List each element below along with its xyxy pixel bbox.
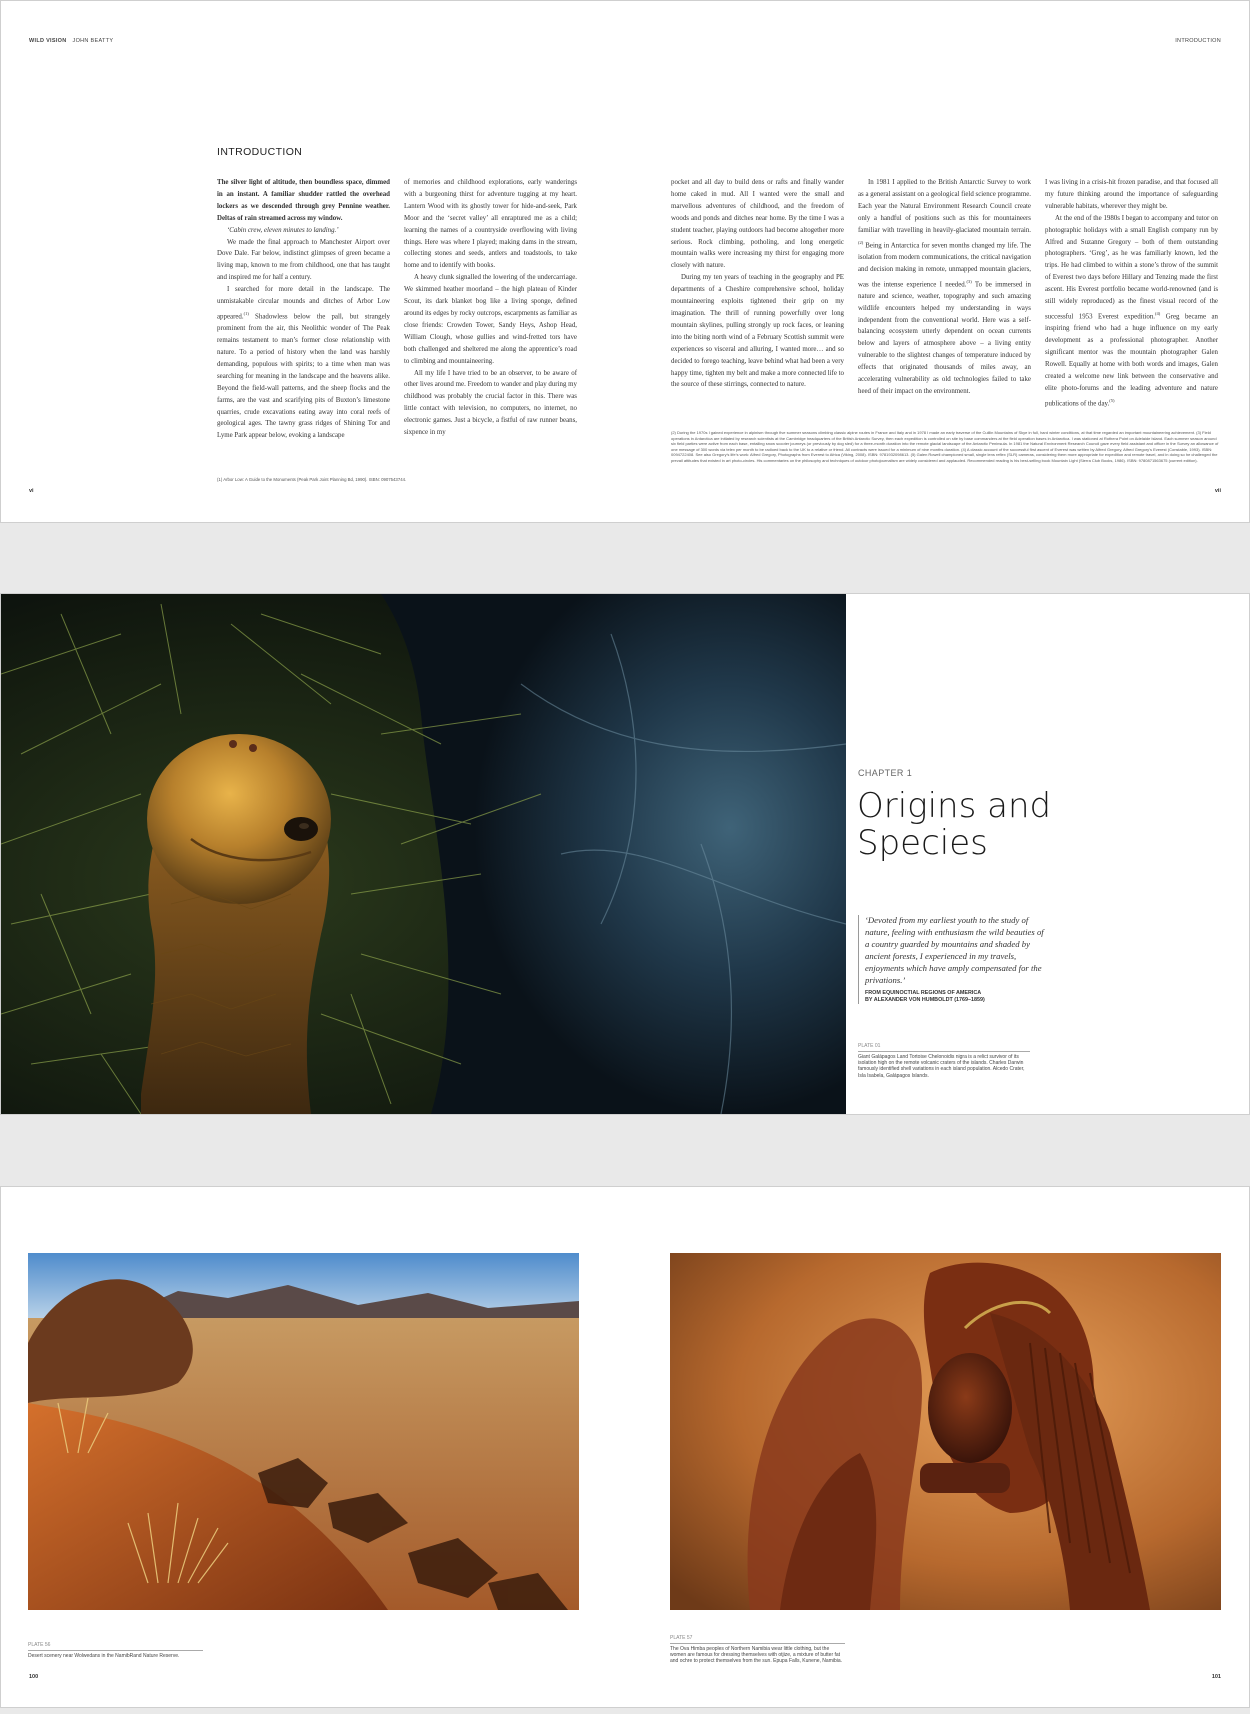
plate-label: PLATE 01 — [858, 1043, 881, 1049]
plate-caption: Desert scenery near Wolwedans in the NamibRand Nature Reserve. — [28, 1653, 180, 1659]
caption-rule — [858, 1051, 1030, 1052]
plate-right-caption-block — [670, 1635, 845, 1665]
intro-spread — [0, 0, 1250, 523]
plate-caption: Giant Galápagos Land Tortoise Chelonoidis nigra is a relict survivor of its isolation high on the remote volcanic craters of the islands. Charles Darwin famously identified shell variations in each island population. Alcedo Crater, Isla Isabela, Galápagos Islands. — [858, 1054, 1025, 1079]
footnote-ref[interactable]: (5) — [1109, 397, 1115, 403]
text-column-4 — [858, 177, 1031, 398]
running-head-left — [29, 38, 113, 44]
footnote-ref[interactable]: (3) — [966, 278, 972, 284]
plate-left-caption-block — [28, 1642, 203, 1659]
paragraph: of memories and childhood explorations, early wanderings with a burgeoning thirst for adventure tugging at my heart. Lantern Wood with its ghostly tower for hide-and-seek, Park Moor and the ‘secret valley’ all enraptured me as a child; learning the names of a countryside overflowing with living things. Here was where I played; making dams in the stream, collecting stones and seeds, antlers and toadstools, to take home and to identify with books. — [404, 179, 577, 270]
text-column-2 — [404, 177, 577, 439]
chapter-label: CHAPTER 1 — [858, 768, 913, 778]
plate-label: PLATE 56 — [28, 1642, 51, 1648]
page-number-right: vii — [1214, 488, 1221, 494]
footnote-right: (2) During the 1970s I gained experience in alpinism through five summer seasons climbing classic alpine routes in France and Italy and in 1978 I made an early traverse of the Cuillin Mountains of Skye in full, hard winter conditions, at that time regarded an important mountaineering achievement. (3) Field operations in Antarctica are initiated by research scientists at the Cambridge headquarters of the British Antarctic Survey, then each expedition is controlled on site by base commanders at the field operation bases in Antarctica. I was stationed at Rothera Point on Adelaide Island. Each summer season around six field parties were active from each base, entailing snow scooter journeys (or previously by dog sled) for a three-month duration into the remote glacial landscape of the Antarctic Peninsula. In 1981 the Natural Environment Research Council gave every field assistant and officer in the Survey an allowance of one message of 300 words via telex per month to be radioed back to the UK to a relative or friend. All contracts were issued for a minimum of nine months duration. (4) A classic account of the successful first ascent of Everest was written by Alfred Gregory, Alfred Gregory’s Everest (Constable, 1993). ISBN: 0094722408. See also Gregory’s life’s work: Alfred Gregory, Photographs from Everest to Africa (Viking, 2008). ISBN: 9781932098613. (5) Galen Rowell championed small, single lens reflex (SLR) cameras, considering them more appropriate for expedition and remote travel, and in doing so he challenged the prevail attitudes that existed in art photo-circles. His commentaries on the philosophy and techniques of outdoor photojournalism are widely considered and applauded. Recommended reading is his best-selling book Mountain Light (Sierra Club Books, 1986). ISBN: 9780871563675 (current edition). — [671, 430, 1219, 463]
desert-image — [28, 1253, 579, 1610]
footnote-ref[interactable]: (2) — [858, 239, 864, 245]
desert-photo — [28, 1253, 579, 1610]
plate-label: PLATE 57 — [670, 1635, 693, 1641]
tortoise-image — [1, 594, 846, 1114]
text-column-5 — [1045, 177, 1218, 410]
caption-rule — [28, 1650, 203, 1651]
caption-rule — [670, 1643, 845, 1644]
running-head-right: INTRODUCTION — [1175, 38, 1221, 44]
page-title: INTRODUCTION — [217, 146, 303, 158]
chapter-spread — [0, 593, 1250, 1115]
paragraph: All my life I have tried to be an observer, to be aware of other lives around me. Freedom to wander and play during my childhood was probably the crucial factor in this. There was little contact with television, no computers, no internet, no electronic games. Just a bicycle, a fistful of raw runner beans, sixpence in my — [404, 369, 577, 437]
footnote-left: (1) Arbor Low: A Guide to the Monuments (Peak Park Joint Planning Bd, 1990). ISBN: 0907543744. — [217, 477, 407, 482]
footnote-ref[interactable]: (1) — [243, 310, 249, 316]
paragraph: I was living in a crisis-hit frozen paradise, and that focused all my future thinking around the importance of safeguarding vulnerable habitats, wherever they might be. — [1045, 179, 1218, 210]
paragraph: pocket and all day to build dens or rafts and finally wander home caked in mud. All I wanted were the small and marvellous adventures of childhood, and the freedom of woods and ponds and ditches near home. By the time I was a student teacher, playing outdoors had become altogether more serious. Rock climbing, potholing, and long energetic mountain walks were increasing my thirst for engaging more closely with nature. — [671, 179, 844, 270]
tortoise-photo — [1, 594, 846, 1114]
epigraph — [858, 915, 1045, 1004]
plate-caption: The Ova Himba peoples of Northern Namibia wear little clothing, but the women are famous for dressing themselves with otjize, a mixture of butter fat and ochre to protect themselves from the sun. Epupa Falls, Kunene, Namibia. — [670, 1646, 843, 1665]
paragraph: I searched for more detail in the landscape. The unmistakable circular mounds and ditches of Arbor Low appeared.$^{(1)}$ Shadowless below the pall, but strangely prominent from the air, this Neolithic wonder of The Peak remains testament to man’s former close relationship with nature. To a period of history when the land was harshly demanding, populous with spirits; to a time when man was searching for meaning in the landscape and the heavens alike. Beyond the field-wall patterns, and the sheep flocks and the farms, are the vast and scarifying pits of Buxton’s limestone quarries, crude excavations eating away into coral reefs of geological ages. The tawny grass ridges of Shining Tor and Lyme Park appear below, evoking a landscape — [217, 286, 390, 440]
paragraph: During my ten years of teaching in the geography and PE departments of a Cheshire comprehensive school, holiday mountaineering exploits tightened their grip on my imagination. The thrill of running powerfully over long mountain skylines, pulling strongly up rock faces, or leaning into the biting north wind of a February Scottish summit were experiences so visceral and alluring, I wanted more… and so decided to forego teaching, leave behind what had been a very happy time, tighten my belt and make a more connected life to the source of these stirrings, connected to nature. — [671, 274, 844, 389]
page-number-right: 101 — [1211, 1674, 1221, 1680]
paragraph: In 1981 I applied to the British Antarctic Survey to work as a general assistant on a geological field science programme. Each year the Natural Environment Research Council create only a handful of positions such as this for mountaineers familiar with travelling in heavily-glaciated mountain terrain.$^{(2)}$ Being in Antarctica for seven months changed my life. The isolation from modern communications, the critical navigation and decision making in remote, unmapped mountain glaciers, was the intense experience I needed.$^{(3)}$ To be immersed in nature and science, weather, topography and such amazing wildlife encounters helped my understanding in ways independent from the conventional world. Here was a self-balancing ecosystem utterly dependent on ocean currents below and layers of atmosphere above – a living entity vulnerable to the slightest changes of temperature induced by effects that originated thousands of miles away, an accelerating vulnerability as old technologies failed to take heed of their impact on the environment. — [858, 179, 1031, 395]
plates-spread — [0, 1186, 1250, 1708]
footnote-ref[interactable]: (4) — [1155, 310, 1161, 316]
paragraph: At the end of the 1980s I began to accompany and tutor on photographic holidays with a small English company run by Alfred and Suzanne Gregory – both of them outstanding photographers. ‘Greg’, as he was familiarly known, led the trips. He had climbed to within a stone’s throw of the summit of Everest two days before Hillary and Tenzing made the first ascent. His Everest portfolio became world-renowned (and is still widely reproduced) as the finest visual record of the successful 1953 Everest expedition.$^{(4)}$ Greg became an inspiring friend who had a huge influence on my early development as a professional photographer. Another significant mentor was the mountain photographer Galen Rowell. Equally at home with both words and images, Galen created a welcome new link between the conservative and elite photo-forums and the leading adventure and nature publications of the day.$^{(5)}$ — [1045, 214, 1218, 407]
himba-image — [670, 1253, 1221, 1610]
quote-line: ‘Cabin crew, eleven minutes to landing.’ — [227, 226, 339, 234]
paragraph: A heavy clunk signalled the lowering of the undercarriage. We skimmed heather moorland – the high plateau of Kinder Scout, its dark blanket bog like a living sponge, defined around its edges by rocky outcrops, escarpments as familiar as close friends: Crowden Tower, Sandy Heys, Ashop Head, William Clough, whose gullies and wind-fretted tors have both challenged and sheltered me along the apprentice’s road to climbing and mountaineering. — [404, 274, 577, 365]
lead-paragraph: The silver light of altitude, then boundless space, dimmed in an instant. A familiar shudder rattled the overhead lockers as we descended through grey Pennine weather. Deltas of rain streamed across my window. — [217, 179, 390, 222]
page-number-left: vi — [29, 488, 34, 494]
book-title: WILD VISION — [29, 38, 67, 44]
plate-caption-block — [858, 1043, 1030, 1079]
epigraph-source: FROM EQUINOCTIAL REGIONS OF AMERICA BY ALEXANDER VON HUMBOLDT (1769–1859) — [865, 990, 985, 1004]
paragraph: We made the final approach to Manchester Airport over Dove Dale. Far below, indistinct glimpses of green became a living map, known to me from childhood, one that has taught and inspired me for half a century. — [217, 238, 390, 282]
author-name: JOHN BEATTY — [72, 38, 114, 44]
text-column-3 — [671, 177, 844, 391]
page-number-left: 100 — [29, 1674, 39, 1680]
text-column-1 — [217, 177, 390, 442]
chapter-title: Origins and Species — [857, 786, 1052, 863]
himba-photo — [670, 1253, 1221, 1610]
epigraph-text: ‘Devoted from my earliest youth to the study of nature, feeling with enthusiasm the wild beauties of a country guarded by mountains and shaded by ancient forests, I experienced in my travels, enjoyments which have amply compensated for the privations.’ — [865, 915, 1044, 985]
